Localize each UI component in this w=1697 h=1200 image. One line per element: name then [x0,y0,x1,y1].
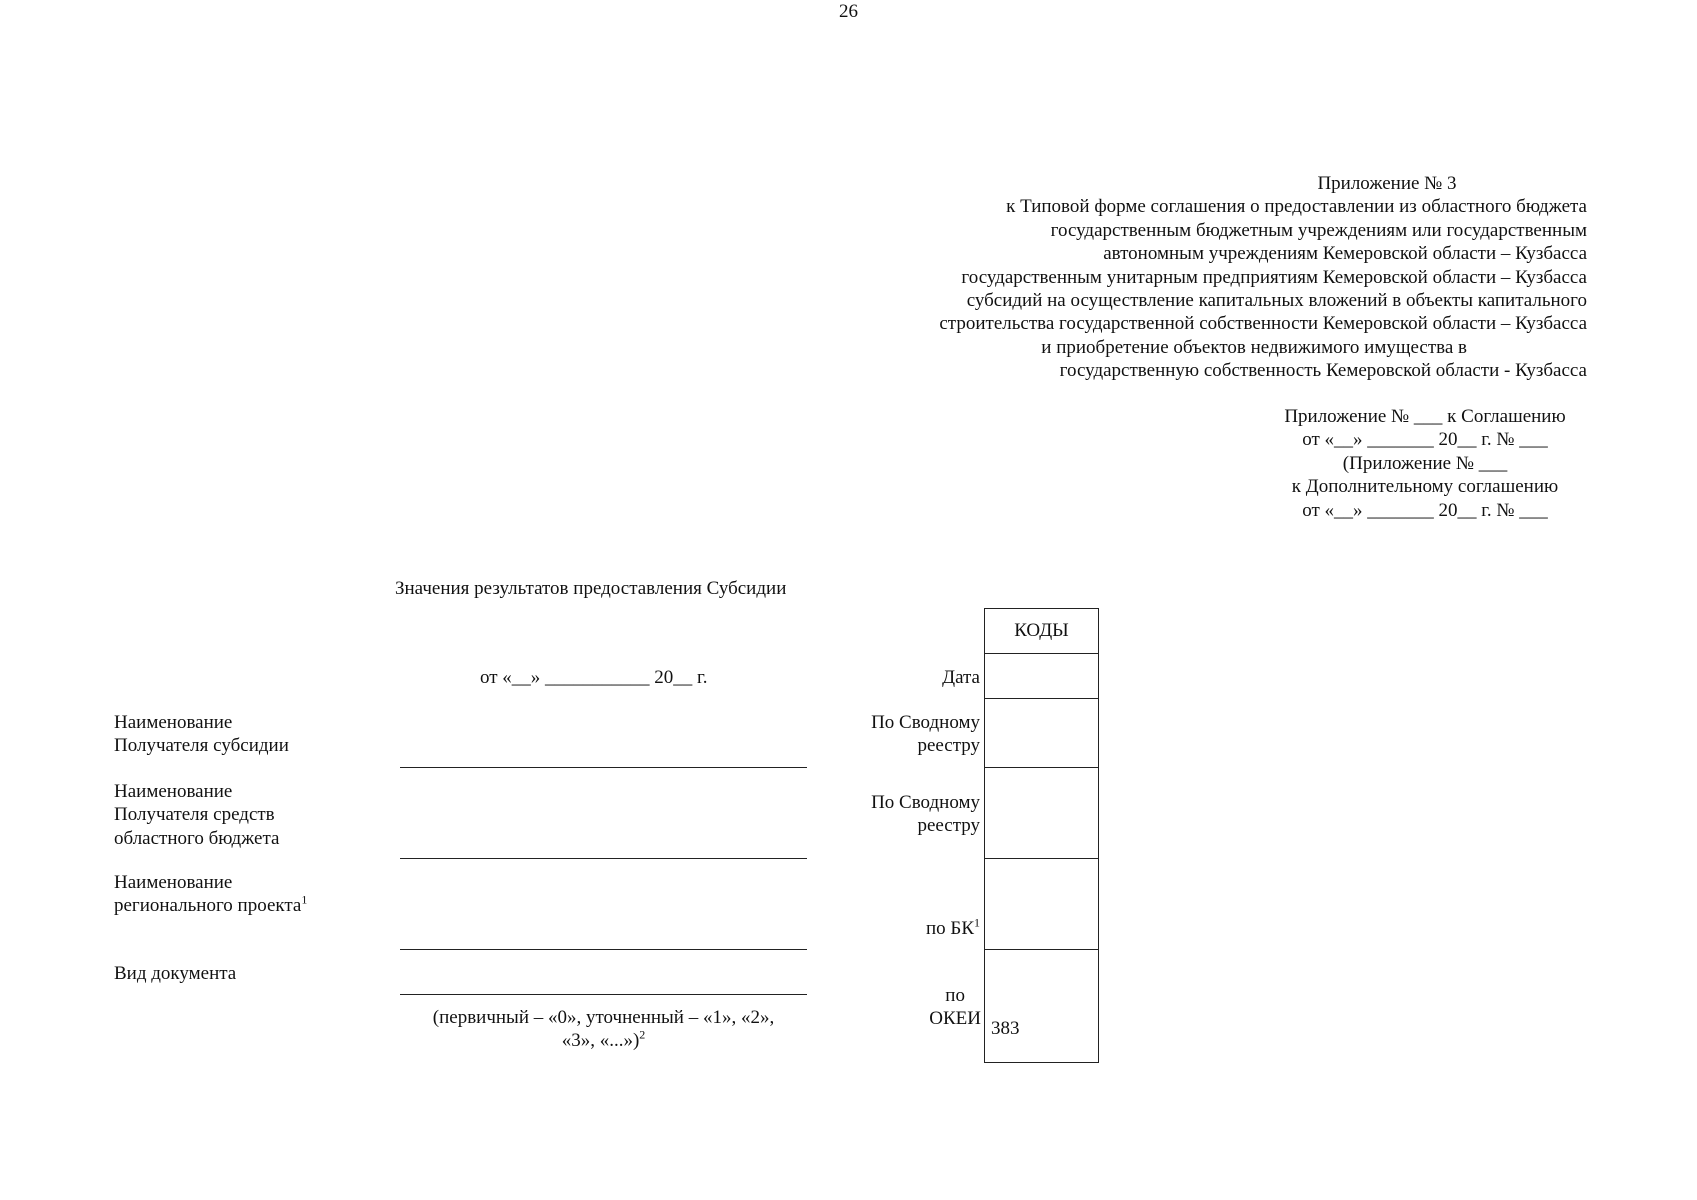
appendix-line: автономным учреждениям Кемеровской области – Кузбасса [1103,243,1587,265]
recipient-field-line[interactable] [400,767,807,768]
agreement-line: к Дополнительному соглашению [1291,476,1559,498]
code-label-registry [871,711,980,758]
code-label-registry [871,791,980,838]
agreement-line: от «__» _______ 20__ г. № ___ [1302,499,1548,521]
okei-value: 383 [991,1018,1020,1039]
agreement-line: от «__» _______ 20__ г. № ___ [1302,429,1548,451]
codes-header: КОДЫ [1014,620,1069,641]
budget-recipient-label [114,780,279,850]
footnote-marker: 2 [639,1028,646,1043]
code-label-line: По Сводному [871,712,980,733]
budget-recipient-label-line: Наименование [114,781,233,802]
code-cell-bk[interactable] [985,858,1098,949]
code-label-line: реестру [917,815,980,837]
code-cell-okei[interactable] [985,949,1098,1062]
recipient-label-line: Наименование [114,712,233,733]
form-title: Значения результатов предоставления Субсидии [395,578,787,599]
page-number: 26 [839,1,858,22]
appendix-line: государственную собственность Кемеровской области - Кузбасса [1059,360,1587,382]
form-date-line: от «__» ___________ 20__ г. [480,667,708,688]
appendix-line: и приобретение объектов недвижимого имущества в [1041,336,1467,358]
agreement-reference [1255,405,1595,522]
codes-table [984,608,1099,1063]
code-cell-registry[interactable] [985,698,1098,767]
code-label-line: По Сводному [871,792,980,813]
budget-recipient-field-line[interactable] [400,858,807,859]
code-label-okei [929,984,981,1031]
doc-type-hint-line: «3», «...») [561,1030,640,1052]
regional-project-field-line[interactable] [400,949,807,950]
regional-project-label-line: регионального проекта [114,895,302,917]
code-cell-date[interactable] [985,653,1098,698]
recipient-label [114,711,289,758]
appendix-line: государственным бюджетным учреждениям или государственным [1050,219,1587,241]
doc-type-field-line[interactable] [400,994,807,995]
regional-project-label-line: Наименование [114,872,233,893]
appendix-header [767,172,1587,383]
budget-recipient-label-line: Получателя средств [114,804,275,826]
footnote-marker: 1 [974,915,980,930]
doc-type-hint [400,1006,807,1053]
doc-type-hint-line: (первичный – «0», уточненный – «1», «2», [432,1007,775,1028]
code-label-line: реестру [917,735,980,757]
code-label-bk-text: по БК [925,918,974,939]
doc-type-label: Вид документа [114,963,237,984]
agreement-line: (Приложение № ___ [1342,452,1508,474]
appendix-title: Приложение № 3 [1317,173,1457,194]
code-label-date: Дата [942,667,980,688]
appendix-line: строительства государственной собственности Кемеровской области – Кузбасса [939,313,1587,335]
appendix-line: к Типовой форме соглашения о предоставлении из областного бюджета [1006,196,1587,218]
footnote-marker: 1 [301,893,308,908]
code-label-line: по [945,985,965,1006]
appendix-line: субсидий на осуществление капитальных вложений в объекты капитального [966,290,1587,312]
code-label-line: ОКЕИ [929,1008,981,1030]
appendix-line: государственным унитарным предприятиям Кемеровской области – Кузбасса [961,266,1587,288]
code-cell-registry[interactable] [985,767,1098,858]
recipient-label-line: Получателя субсидии [114,735,289,757]
agreement-line: Приложение № ___ к Соглашению [1284,406,1566,427]
regional-project-label [114,871,307,918]
code-label-bk [926,917,980,940]
budget-recipient-label-line: областного бюджета [114,827,280,849]
